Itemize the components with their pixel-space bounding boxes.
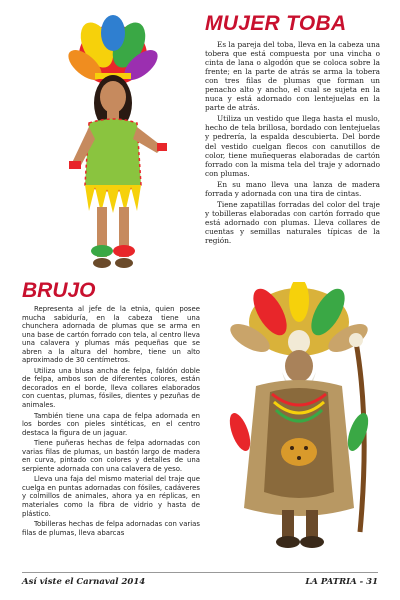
- footer-page-number: LA PATRIA - 31: [305, 577, 378, 587]
- paragraph: Tiene zapatillas forradas del color del traje y tobilleras elaboradas con cartón forrado que está adornado con plumas. Lleva collares de cuentas y semillas naturales típicas de la región.: [205, 199, 380, 245]
- paragraph: Lleva una faja del mismo material del traje que cuelga en puntas adornadas con fósiles, cadáveres y colmillos de animales, ahora ya en réplicas, en materiales como la fibra de vidrio y hasta de plástico.: [22, 475, 200, 518]
- footer-publication: Así viste el Carnaval 2014: [22, 577, 146, 587]
- mujer-toba-text: [205, 40, 380, 247]
- paragraph: Utiliza un vestido que llega hasta el muslo, hecho de tela brillosa, bordado con lentejuelas y pedrería, la espalda descubierta. Del borde del vestido cuelgan flecos con canutillos de color, tiene muñequeras elaboradas de cartón forrado con la misma tela del traje y adornado con plumas.: [205, 114, 380, 178]
- feather-headdress-icon: [63, 15, 162, 86]
- paragraph: Representa al jefe de la etnia, quien posee mucha sabiduría, en la cabeza tiene una chunchera adornada de plumas que se arma en una base de cartón forrado con tela, al centro lleva una calavera y plumas más pequeñas que se abren a la altura del hombre, tiene un alto aproximado de 30 centímetros.: [22, 305, 200, 365]
- footer-divider: [22, 572, 378, 573]
- brujo-text: [22, 305, 200, 539]
- brujo-title: BRUJO: [22, 279, 96, 302]
- mujer-toba-photo: [45, 15, 180, 280]
- paragraph: Tiene puñeras hechas de felpa adornadas con varias filas de plumas, un bastón largo de madera en curva, pintado con colores y detalles de una serpiente adornada con una calavera de yeso.: [22, 439, 200, 473]
- brujo-photo: [210, 282, 388, 554]
- paragraph: También tiene una capa de felpa adornada en los bordes con pieles sintéticas, en el centro destaca la figura de un jaguar.: [22, 411, 200, 437]
- paragraph: Es la pareja del toba, lleva en la cabeza una tobera que está compuesta por una vincha o cinta de lana o algodón que se coloca sobre la frente; en la parte de atrás se arma la tobera con tres filas de plumas que forman un penacho alto y ancho, el cual se sujeta en la nuca y está adornado con lentejuelas en la parte de atrás.: [205, 40, 380, 113]
- paragraph: Utiliza una blusa ancha de felpa, faldón doble de felpa, ambos son de diferentes colores, están decorados en el borde, lleva collares elaborados con cuentas, plumas, fósiles, dientes y pezuñas de animales.: [22, 366, 200, 410]
- paragraph: Tobilleras hechas de felpa adornadas con varias filas de plumas, lleva abarcas: [22, 520, 200, 537]
- paragraph: En su mano lleva una lanza de madera forrada y adornada con una tira de cintas.: [205, 179, 380, 198]
- mujer-toba-title: MUJER TOBA: [205, 12, 347, 35]
